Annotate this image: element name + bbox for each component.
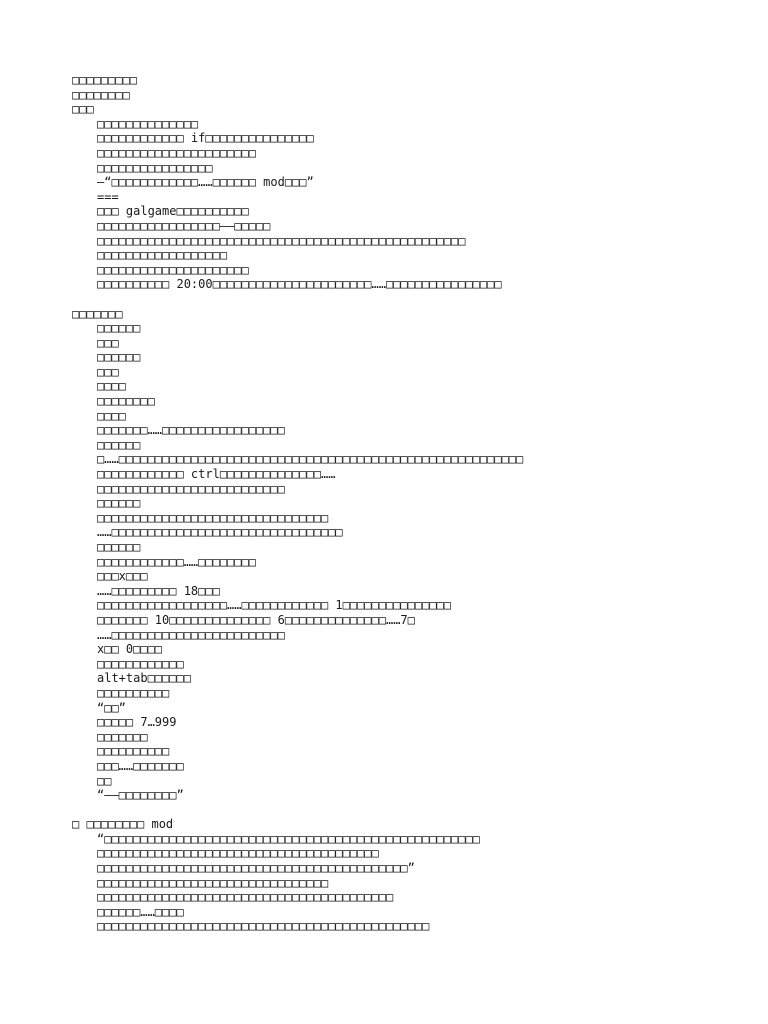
section2-item: ……□□□□□□□□□□□□□□□□□□□□□□□□ <box>97 627 285 642</box>
section2-item: □□□□□□□□□□□□□□□□□□……□□□□□□□□□□□□ 1□□□□□□□□□□□□□□□ <box>97 598 452 613</box>
blank-line <box>72 292 752 307</box>
section2-item: □□ <box>97 773 112 788</box>
section2-item: □□□□□□□□□□ <box>97 685 170 700</box>
section1-item: —“□□□□□□□□□□□□……□□□□□□ mod□□□” <box>97 175 314 190</box>
section2-item: □□□□□□ <box>97 496 141 511</box>
section1-line: □□□□□□□□ <box>72 87 130 102</box>
section1-item: □□□□□□□□□□□□□□□□□□□□□□□□□□□□□□□□□□□□□□□□□□□□□□□□□□□ <box>97 233 466 248</box>
section2-item: □□□ <box>97 335 119 350</box>
section1-line: □□□ <box>72 102 94 117</box>
section2-item: □□□ <box>97 364 119 379</box>
section1-item: □□□□□□□□□□□□□□□□ <box>97 160 213 175</box>
section2-item: □□□□□□□……□□□□□□□□□□□□□□□□□ <box>97 423 285 438</box>
section3-item: □□□□□□□□□□□□□□□□□□□□□□□□□□□□□□□□□□□□□□□□□□□” <box>97 861 415 876</box>
section1-item: □□□□□□□□□□□□□□□□□□ <box>97 248 228 263</box>
section3-item: □□□□□□□□□□□□□□□□□□□□□□□□□□□□□□□□□□□□□□□ <box>97 846 379 861</box>
section2-item: □□□□ <box>97 408 126 423</box>
section2-item: □□□□□□ <box>97 540 141 554</box>
section2-item: □□□□□□□ 10□□□□□□□□□□□□□□ 6□□□□□□□□□□□□□□……7□ <box>97 612 415 627</box>
section2-item: “□□” <box>97 700 126 715</box>
section2-item: □□□□□□□□□□□□……□□□□□□□□ <box>97 554 256 569</box>
section2-heading: □□□□□□□ <box>72 306 123 321</box>
section2-item: □□□□□□□□□□□□□□□□□□□□□□□□□□□□□□□□ <box>97 510 329 525</box>
section2-item: □□□□□□□□□□□□ ctrl□□□□□□□□□□□□□□…… <box>97 467 336 482</box>
section2-item: □□□□□□□□□□ <box>97 744 170 759</box>
section1-item: □□□ galgame□□□□□□□□□□ <box>97 204 249 219</box>
section3-heading: □ □□□□□□□□ mod <box>72 817 174 832</box>
section2-item: alt+tab□□□□□□ <box>97 671 191 686</box>
section1-item: === <box>97 189 119 204</box>
section2-item: □□□□□ 7…999 <box>97 715 177 730</box>
section2-item: □□□□□□□□□□□□□□□□□□□□□□□□□□ <box>97 481 285 496</box>
section2-item: □□□□□□ <box>97 437 141 452</box>
section2-item: ……□□□□□□□□□ 18□□□ <box>97 583 220 598</box>
section3-item: “□□□□□□□□□□□□□□□□□□□□□□□□□□□□□□□□□□□□□□□□□□□□□□□□□□□□ <box>97 831 480 846</box>
section2-item: □□□x□□□ <box>97 569 148 584</box>
blank-line <box>72 803 752 818</box>
section2-item: □□□□□□ <box>97 350 141 365</box>
section1-item: □□□□□□□□□□□□□□□□□□□□□□ <box>97 145 256 160</box>
section1-item: □□□□□□□□□□□□ if□□□□□□□□□□□□□□□ <box>97 131 314 146</box>
section1-item: □□□□□□□□□□□□□□ <box>97 116 199 131</box>
section2-item: □□□□□□ <box>97 321 141 336</box>
section2-item: □□□……□□□□□□□ <box>97 758 184 773</box>
section1-line: □□□□□□□□□ <box>72 73 138 87</box>
section3-item: □□□□□□□□□□□□□□□□□□□□□□□□□□□□□□□□□□□□□□□□□□□□□□ <box>97 919 430 934</box>
section1-item: □□□□□□□□□□□□□□□□□□□□□ <box>97 262 249 277</box>
section2-item: □□□□□□□□□□□□ <box>97 656 184 671</box>
document-body <box>72 73 752 934</box>
section1-item: □□□□□□□□□□ 20:00□□□□□□□□□□□□□□□□□□□□□□……□□□□□□□□□□□□□□□□ <box>97 277 502 292</box>
section2-item: ……□□□□□□□□□□□□□□□□□□□□□□□□□□□□□□□□ <box>97 525 343 540</box>
section3-item: □□□□□□……□□□□ <box>97 904 184 919</box>
section2-item: □□□□□□□ <box>97 729 148 744</box>
section2-item: “——□□□□□□□□” <box>97 788 184 803</box>
section2-item: □……□□□□□□□□□□□□□□□□□□□□□□□□□□□□□□□□□□□□□□□□□□□□□□□□□□□□□□□□ <box>97 452 524 467</box>
section2-item: x□□ 0□□□□ <box>97 642 163 657</box>
section1-item: □□□□□□□□□□□□□□□□□——□□□□□ <box>97 218 271 233</box>
section3-item: □□□□□□□□□□□□□□□□□□□□□□□□□□□□□□□□ <box>97 875 329 890</box>
section2-item: □□□□□□□□ <box>97 394 155 409</box>
section3-item: □□□□□□□□□□□□□□□□□□□□□□□□□□□□□□□□□□□□□□□□□ <box>97 890 394 905</box>
section2-item: □□□□ <box>97 379 126 394</box>
